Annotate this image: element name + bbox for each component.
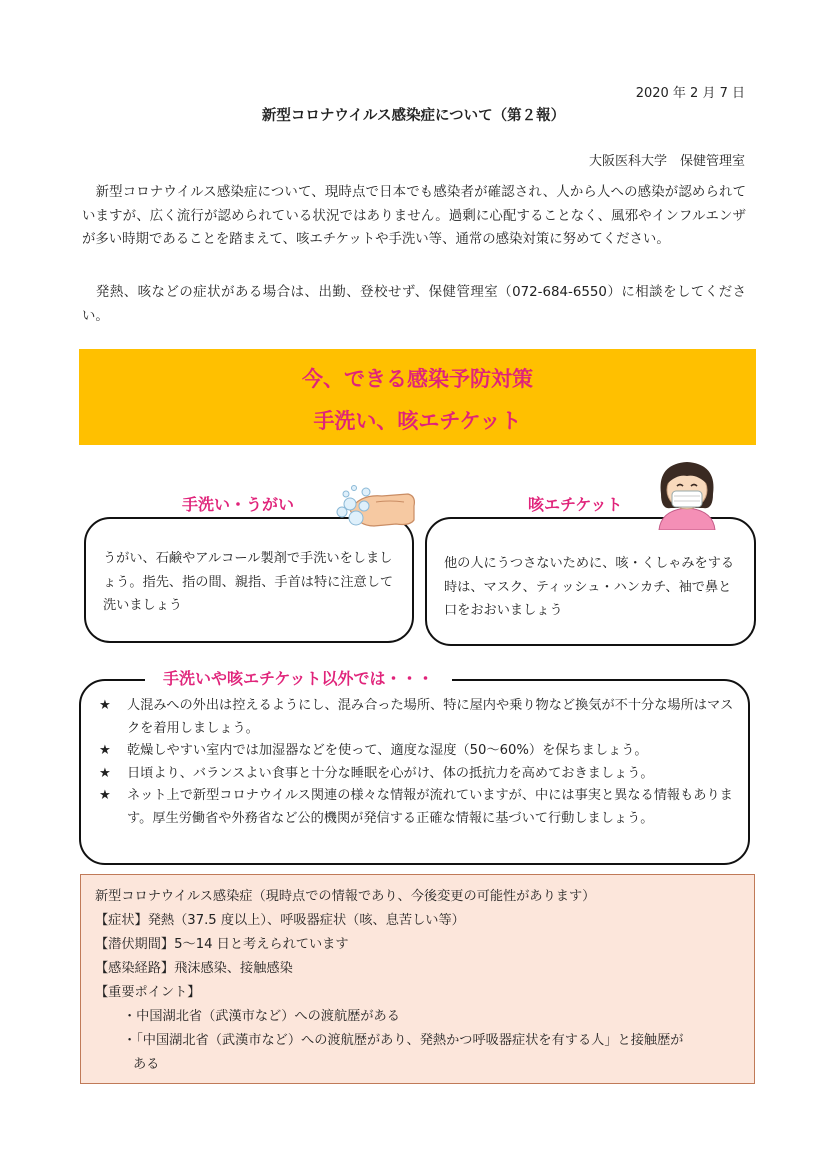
star-icon: ★ xyxy=(99,698,111,713)
star-icon: ★ xyxy=(99,788,111,803)
handwash-heading: 手洗い・うがい xyxy=(160,492,316,515)
other-measures-heading: 手洗いや咳エチケット以外では・・・ xyxy=(145,666,452,689)
star-icon: ★ xyxy=(99,743,111,758)
list-item xyxy=(99,785,735,830)
info-incubation: 【潜伏期間】5～14 日と考えられています xyxy=(95,937,349,952)
list-item xyxy=(99,740,735,763)
banner-line-2: 手洗い、咳エチケット xyxy=(313,409,522,433)
list-item-text: 日頃より、バランスよい食事と十分な睡眠を心がけ、体の抵抗力を高めておきましょう。 xyxy=(127,765,654,781)
cough-heading: 咳エチケット xyxy=(506,492,645,515)
issuer: 大阪医科大学 保健管理室 xyxy=(588,154,745,169)
disease-info-box xyxy=(80,874,755,1084)
list-item xyxy=(99,763,735,786)
cough-box xyxy=(425,517,756,646)
list-item-text: 乾燥しやすい室内では加湿器などを使って、適度な湿度（50～60%）を保ちましょう。 xyxy=(127,743,648,758)
info-symptoms: 【症状】発熱（37.5 度以上）、呼吸器症状（咳、息苦しい等） xyxy=(95,913,465,928)
star-icon: ★ xyxy=(99,765,111,781)
prevention-banner xyxy=(79,349,756,445)
info-route: 【感染経路】飛沫感染、接触感染 xyxy=(95,961,293,976)
handwash-illustration xyxy=(330,480,418,532)
info-point-1: ・中国湖北省（武漢市など）への渡航歴がある xyxy=(123,1009,400,1024)
handwash-box xyxy=(84,517,414,643)
info-point-2-cont: ある xyxy=(133,1057,160,1072)
document-date: 2020 年 2 月 7 日 xyxy=(635,86,745,101)
cough-text: 他の人にうつさないために、咳・くしゃみをする時は、マスク、ティッシュ・ハンカチ、袖で鼻と口をおおいましょう xyxy=(444,556,735,618)
banner-line-1: 今、できる感染予防対策 xyxy=(302,367,533,391)
intro-paragraph-2 xyxy=(82,281,746,328)
list-item xyxy=(99,695,735,740)
list-item-text: ネット上で新型コロナウイルス関連の様々な情報が流れていますが、中には事実と異なる情報もあります。厚生労働省や外務省など公的機関が発信する正確な情報に基づいて行動しましょう。 xyxy=(127,788,733,826)
info-intro: 新型コロナウイルス感染症（現時点での情報であり、今後変更の可能性があります） xyxy=(95,889,596,904)
info-point-2: ・「中国湖北省（武漢市など）への渡航歴があり、発熱かつ呼吸器症状を有する人」と接触歴が xyxy=(123,1033,684,1048)
intro-paragraph-1 xyxy=(82,181,746,252)
intro-paragraph-1-text: 新型コロナウイルス感染症について、現時点で日本でも感染者が確認され、人から人への感染が認められていますが、広く流行が認められている状況ではありません。過剰に心配することなく、風邪やインフルエンザが多い時期であることを踏まえて、咳エチケットや手洗い等、通常の感染対策に努めてください。 xyxy=(82,185,747,247)
info-points-label: 【重要ポイント】 xyxy=(95,985,201,1000)
masked-person-illustration xyxy=(653,458,721,530)
other-measures-list xyxy=(99,695,735,830)
intro-paragraph-2-text: 発熱、咳などの症状がある場合は、出勤、登校せず、保健管理室（072-684-6550）に相談をしてください。 xyxy=(82,285,747,324)
handwash-text: うがい、石鹸やアルコール製剤で手洗いをしましょう。指先、指の間、親指、手首は特に注意して洗いましょう xyxy=(103,551,394,613)
page-title: 新型コロナウイルス感染症について（第２報） xyxy=(261,108,566,124)
other-measures-box xyxy=(79,679,750,865)
list-item-text: 人混みへの外出は控えるようにし、混み合った場所、特に屋内や乗り物など換気が不十分な場所はマスクを着用しましょう。 xyxy=(127,698,734,736)
